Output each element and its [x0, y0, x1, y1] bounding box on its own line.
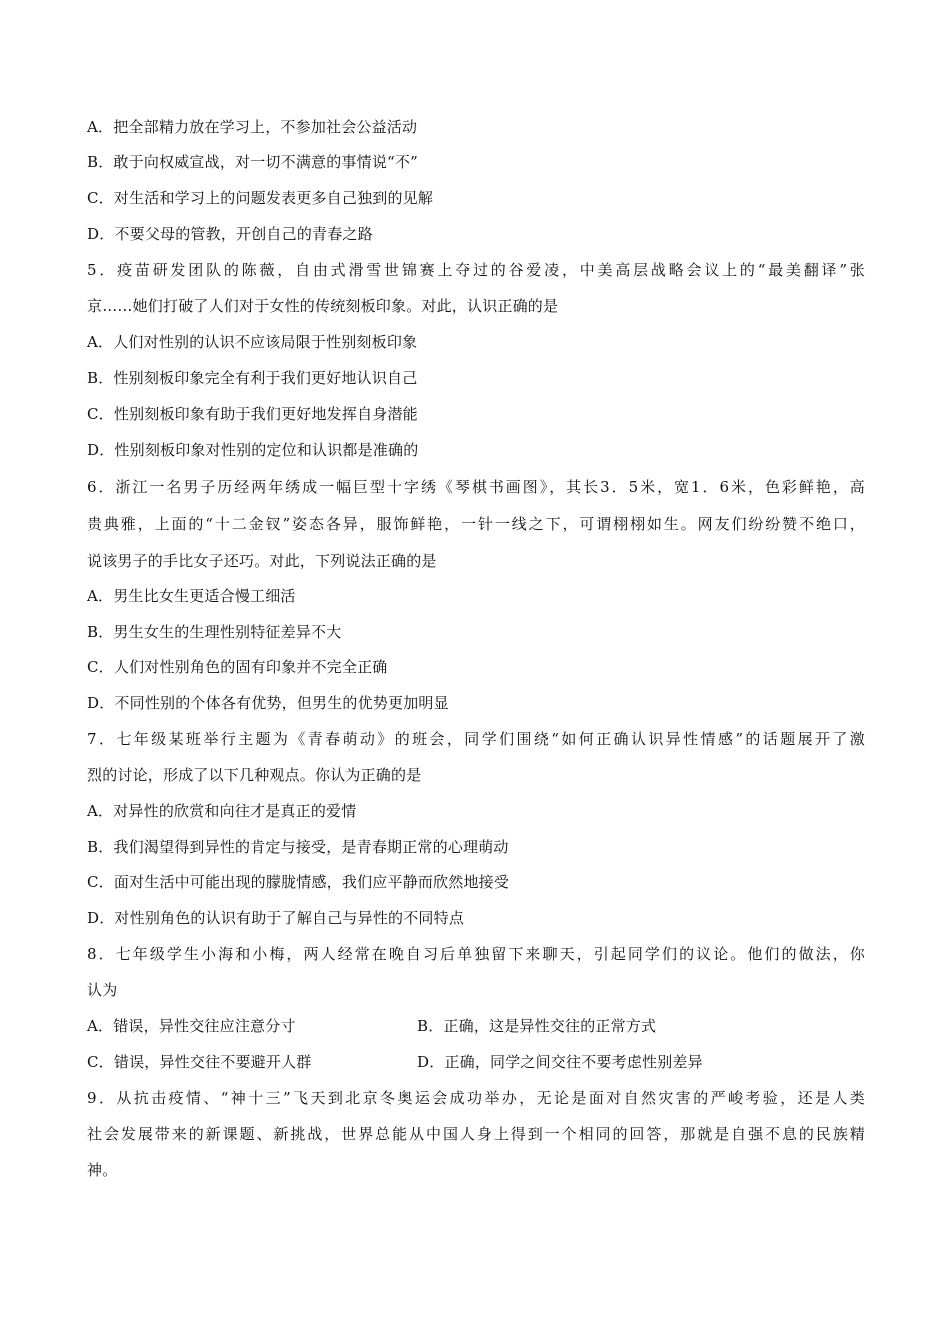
option-d: D．不要父母的管教，开创自己的青春之路 — [87, 225, 373, 243]
q6-stem-line-3: 说该男子的手比女子还巧。对此，下列说法正确的是 — [87, 552, 437, 570]
q7-option-d: D．对性别角色的认识有助于了解自己与异性的不同特点 — [87, 909, 465, 927]
q6-option-c: C．人们对性别角色的固有印象并不完全正确 — [87, 658, 388, 676]
q7-option-a: A．对异性的欣赏和向往才是真正的爱情 — [87, 802, 357, 820]
q5-option-b: B．性别刻板印象完全有利于我们更好地认识自己 — [87, 369, 418, 387]
q5-stem-line-1: 5．疫苗研发团队的陈薇，自由式滑雪世锦赛上夺过的谷爱凌，中美高层战略会议上的“最美翻译”张 — [87, 261, 865, 279]
q8-stem-line-1: 8．七年级学生小海和小梅，两人经常在晚自习后单独留下来聊天，引起同学们的议论。他们的做法，你 — [87, 945, 865, 963]
q8-option-a: A．错误，异性交往应注意分寸 — [87, 1017, 296, 1035]
q8-option-b: B．正确，这是异性交往的正常方式 — [417, 1017, 657, 1035]
q6-stem-line-2: 贵典雅，上面的“十二金钗”姿态各异，服饰鲜艳，一针一线之下，可谓栩栩如生。网友们纷纷赞不绝口， — [87, 515, 865, 533]
q9-stem-line-2: 社会发展带来的新课题、新挑战，世界总能从中国人身上得到一个相同的回答，那就是自强不息的民族精 — [87, 1125, 865, 1143]
option-c: C．对生活和学习上的问题发表更多自己独到的见解 — [87, 189, 434, 207]
q6-option-a: A．男生比女生更适合慢工细活 — [87, 587, 296, 605]
q8-stem-line-2: 认为 — [87, 981, 118, 999]
q5-option-a: A．人们对性别的认识不应该局限于性别刻板印象 — [87, 333, 418, 351]
q6-option-b: B．男生女生的生理性别特征差异不大 — [87, 623, 342, 641]
q7-stem-line-2: 烈的讨论，形成了以下几种观点。你认为正确的是 — [87, 766, 422, 784]
q5-stem-line-2: 京……她们打破了人们对于女性的传统刻板印象。对此，认识正确的是 — [87, 297, 559, 315]
q5-option-d: D．性别刻板印象对性别的定位和认识都是准确的 — [87, 441, 419, 459]
q5-option-c: C．性别刻板印象有助于我们更好地发挥自身潜能 — [87, 405, 418, 423]
option-b: B．敢于向权威宣战，对一切不满意的事情说“不” — [87, 153, 418, 171]
q6-stem-line-1: 6．浙江一名男子历经两年绣成一幅巨型十字绣《琴棋书画图》，其长3．5米，宽1．6米，色彩鲜艳，高 — [87, 478, 865, 496]
q8-option-c: C．错误，异性交往不要避开人群 — [87, 1053, 312, 1071]
q6-option-d: D．不同性别的个体各有优势，但男生的优势更加明显 — [87, 694, 449, 712]
q9-stem-line-3: 神。 — [87, 1161, 118, 1179]
q9-stem-line-1: 9．从抗击疫情、“神十三”飞天到北京冬奥运会成功举办，无论是面对自然灾害的严峻考验，还是人类 — [87, 1089, 865, 1107]
q8-option-d: D．正确，同学之间交往不要考虑性别差异 — [417, 1053, 703, 1071]
q7-option-c: C．面对生活中可能出现的朦胧情感，我们应平静而欣然地接受 — [87, 873, 510, 891]
q7-option-b: B．我们渴望得到异性的肯定与接受，是青春期正常的心理萌动 — [87, 838, 509, 856]
q7-stem-line-1: 7．七年级某班举行主题为《青春萌动》的班会，同学们围绕“如何正确认识异性情感”的话题展开了激 — [87, 730, 865, 748]
option-a: A．把全部精力放在学习上，不参加社会公益活动 — [87, 118, 418, 136]
